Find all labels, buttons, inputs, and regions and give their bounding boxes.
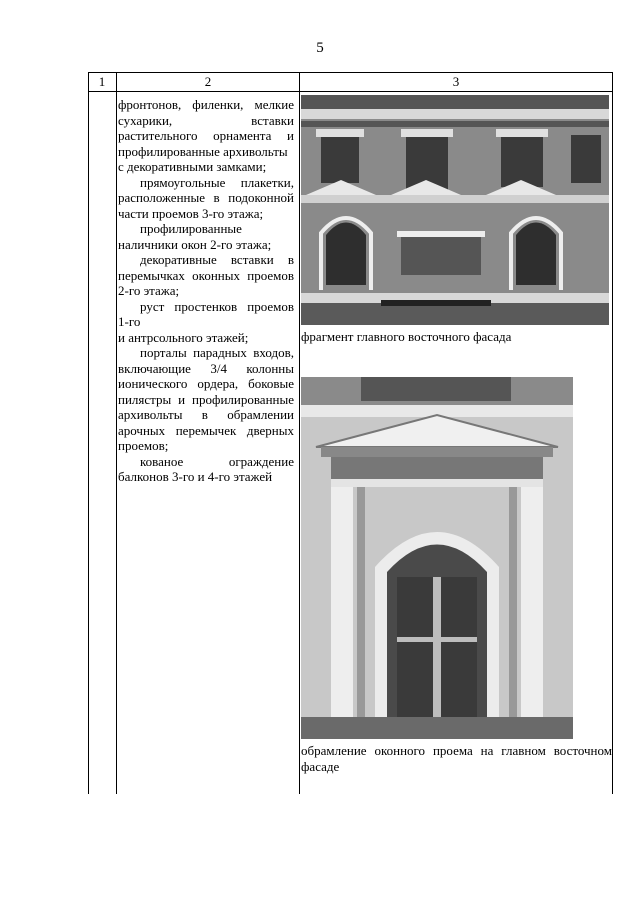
window-surround-drawing <box>301 377 573 739</box>
description-line: порталы парадных входов, включающие 3/4 колонны ионического ордера, боковые пилястры и профилированные архивольты в обрамлении арочных перемычек дверных проемов; <box>118 345 294 453</box>
page-number: 5 <box>316 40 324 56</box>
window-surround-photo <box>301 377 573 739</box>
description-line: кованое ограждение балконов 3-го и 4-го этажей <box>118 453 294 484</box>
col1-divider <box>116 72 117 794</box>
table-left-border <box>88 72 89 794</box>
description-line: декоративные вставки в перемычках оконных проемов 2-го этажа; <box>118 252 294 298</box>
table-right-border <box>612 72 613 794</box>
col2-divider <box>299 72 300 794</box>
facade-fragment-photo <box>301 95 609 325</box>
header-bottom-border <box>88 91 613 92</box>
description-column <box>118 97 294 485</box>
header-col-2: 2 <box>204 74 212 89</box>
description-line: фронтонов, филенки, мелкие сухарики, вставки растительного орнамента и профилированные архивольты <box>118 97 294 159</box>
description-line: руст простенков проемов 1-го <box>118 298 294 329</box>
window-surround-caption: обрамление оконного проема на главном восточном фасаде <box>301 743 612 774</box>
facade-fragment-caption: фрагмент главного восточного фасада <box>301 329 512 344</box>
description-line: с декоративными замками; <box>118 159 267 174</box>
header-col-3: 3 <box>452 74 460 89</box>
header-col-1: 1 <box>98 74 106 89</box>
description-line: прямоугольные плакетки, расположенные в подоконной части проемов 3-го этажа; <box>118 174 294 221</box>
description-line: профилированные наличники окон 2-го этажа; <box>118 221 272 252</box>
description-line: и антрсольного этажей; <box>118 329 249 345</box>
facade-fragment-drawing <box>301 95 609 325</box>
